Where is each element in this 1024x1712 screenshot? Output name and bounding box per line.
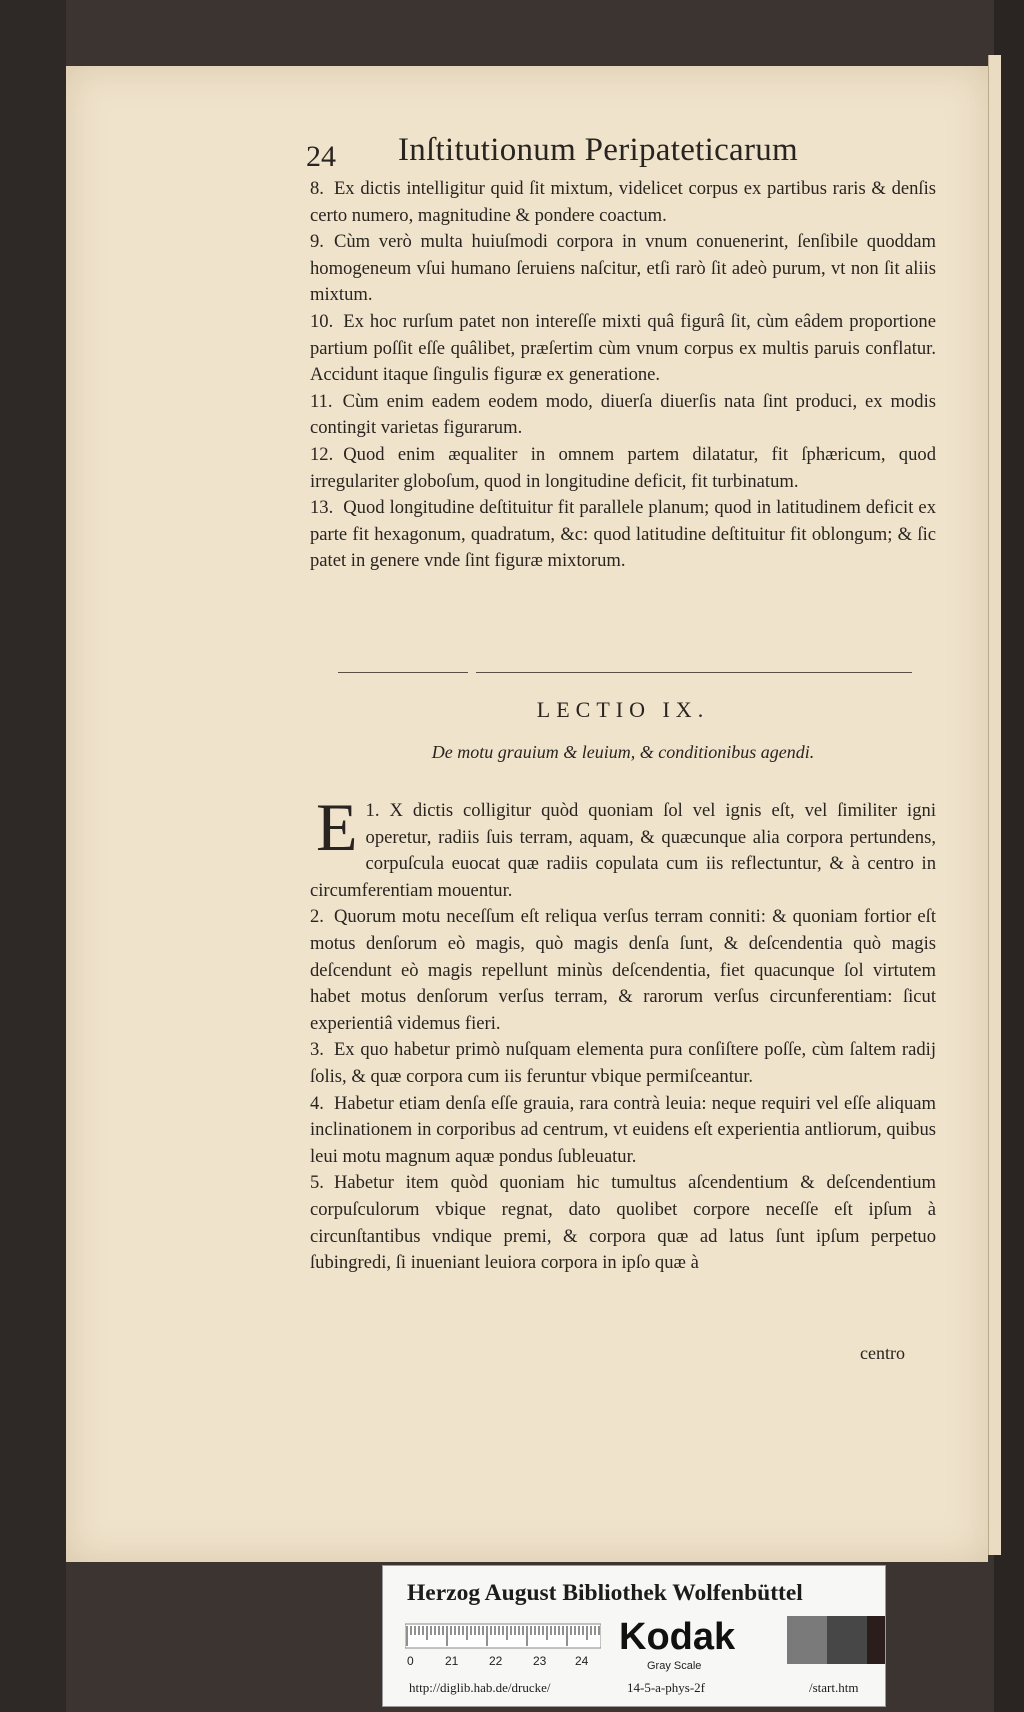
running-title: Inſtitutionum Peripateticarum [398,132,799,168]
lectio-title: LECTIO IX. [536,697,710,722]
paragraph-number: 8. [310,178,324,199]
paragraph-number: 12. [310,443,334,465]
section-divider [338,672,468,673]
url-suffix: /start.htm [809,1680,859,1695]
paragraph-block-2 [310,789,936,1277]
paragraph-text: Ex dictis intelligitur quid ſit mixtum, videlicet corpus ex partibus raris & denſis certo numero, magnitudine & pondere coactum. [310,178,936,226]
paragraph-text: Ex hoc rurſum patet non intereſſe mixti quâ figurâ ſit, cùm eâdem proportione partium poſſit eſſe quâlibet, præſertim cùm vnum corpus ex multis paruis conflatur. Accidunt itaque ſingulis figuræ ex generatione. [310,310,936,386]
paragraph-number: 2. [310,906,324,928]
paragraph [310,389,936,442]
paragraph [310,904,936,1037]
ruler-label: 23 [533,1654,547,1668]
paragraph-number: 13. [310,497,334,519]
gray-swatch [787,1616,827,1664]
section-divider [476,672,912,673]
paragraph [310,442,936,495]
drop-cap: E [316,789,358,865]
paragraph-text: Ex quo habetur primò nuſquam elementa pura conſiſtere poſſe, cùm ſaltem radij ſolis, & quæ corpora cum iis feruntur vbique permiſceantur. [310,1039,936,1087]
gray-swatch [827,1616,867,1664]
paragraph [310,1170,936,1276]
paragraph-text: Cùm verò multa huiuſmodi corpora in vnum conuenerint, ſenſibile quoddam homogeneum vſui humano ſeruiens naſcitur, etſi rarò ſit adeò purum, vt non ſit aliis mixtum. [310,231,936,306]
paragraph-text: Quod enim æqualiter in omnem partem dilatatur, fit ſphæricum, quod irregulariter globoſum, quod in longitudine deficit, fit turbinatum. [310,443,936,492]
paragraph-block-1 [310,176,936,575]
paragraph [310,1037,936,1090]
kodak-logo: Kodak [619,1616,736,1658]
gray-scale-label: Gray Scale [647,1660,702,1672]
page-header [306,132,946,172]
paragraph [310,309,936,389]
paragraph-number: 5. [310,1172,324,1194]
ruler-scale [405,1622,601,1650]
paragraph [310,789,936,904]
paragraph [310,1091,936,1171]
facing-page-edge [988,55,1001,1555]
paragraph-text: Cùm enim eadem eodem modo, diuerſa diuerſis nata ſint produci, ex modis contingit varietas figurarum. [310,390,936,439]
page-number: 24 [306,140,336,173]
paragraph [310,176,936,229]
ruler-label: 21 [445,1654,459,1668]
paragraph-text: X dictis colligitur quòd quoniam ſol vel ignis eſt, vel ſimiliter igni operetur, radiis ſuis terram, aquam, & quæcunque alia corpora pertundens, corpuſcula euocat quæ radiis copulata cum iis reflectuntur, & à centro in circumferentiam mouentur. [310,800,936,901]
ruler-labels [405,1654,601,1672]
shelfmark: 14-5-a-phys-2f [627,1680,705,1695]
ruler-label: 24 [575,1654,589,1668]
paragraph-number: 9. [310,231,324,253]
gray-swatch [867,1616,885,1664]
paragraph-text: Habetur item quòd quoniam hic tumultus aſcendentium & deſcendentium corpuſculorum vbique regnat, dato quolibet corpore neceſſe eſt ipſum à circunſtantibus vndique premi, & corpora quæ ad latus ſunt ipſum perpetuo ſubingredi, ſi inueniant leuiora corpora in ipſo quæ à [310,1172,936,1274]
paragraph [310,495,936,575]
color-target-card [382,1565,886,1707]
paragraph-number: 1. [365,800,380,821]
url-prefix: http://diglib.hab.de/drucke/ [409,1680,551,1695]
paragraph [310,229,936,309]
lectio-subtitle: De motu grauium & leuium, & conditionibus agendi. [431,742,815,762]
paragraph-text: Quorum motu neceſſum eſt reliqua verſus terram conniti: & quoniam fortior eſt motus denſorum eò magis, quò magis denſa ſunt, & deſcendentia quò magis deſcendunt eò magis repellunt minùs deſcendentia, fiet quacunque ſol virtutem habet motus denſorum verſus terram, & rarorum verſus circunferentiam: ſicut experientiâ videmus fieri. [310,906,936,1034]
scanner-background-left [0,0,66,1712]
paragraph-text: Quod longitudine deſtituitur fit parallele planum; quod in latitudinem deficit ex parte fit hexagonum, quadratum, &c: quod latitudine deſtituitur fit oblongum; & ſic patet in genere vnde ſint figuræ mixtorum. [310,497,936,572]
ruler-label: 22 [489,1654,503,1668]
paragraph-text: Habetur etiam denſa eſſe grauia, rara contrà leuia: neque requiri vel eſſe aliquam inclinationem in corporibus ad centrum, vt euidens eſt experientia antliorum, quibus leui motu magnum aquæ pondus ſubleuatur. [310,1092,936,1167]
catchword: centro [860,1343,905,1363]
paragraph-number: 4. [310,1092,324,1114]
paragraph-number: 3. [310,1039,324,1061]
paragraph-number: 11. [310,390,333,412]
ruler-label: 0 [407,1654,414,1668]
library-name: Herzog August Bibliothek Wolfenbüttel [407,1580,803,1606]
paragraph-number: 10. [310,310,334,332]
